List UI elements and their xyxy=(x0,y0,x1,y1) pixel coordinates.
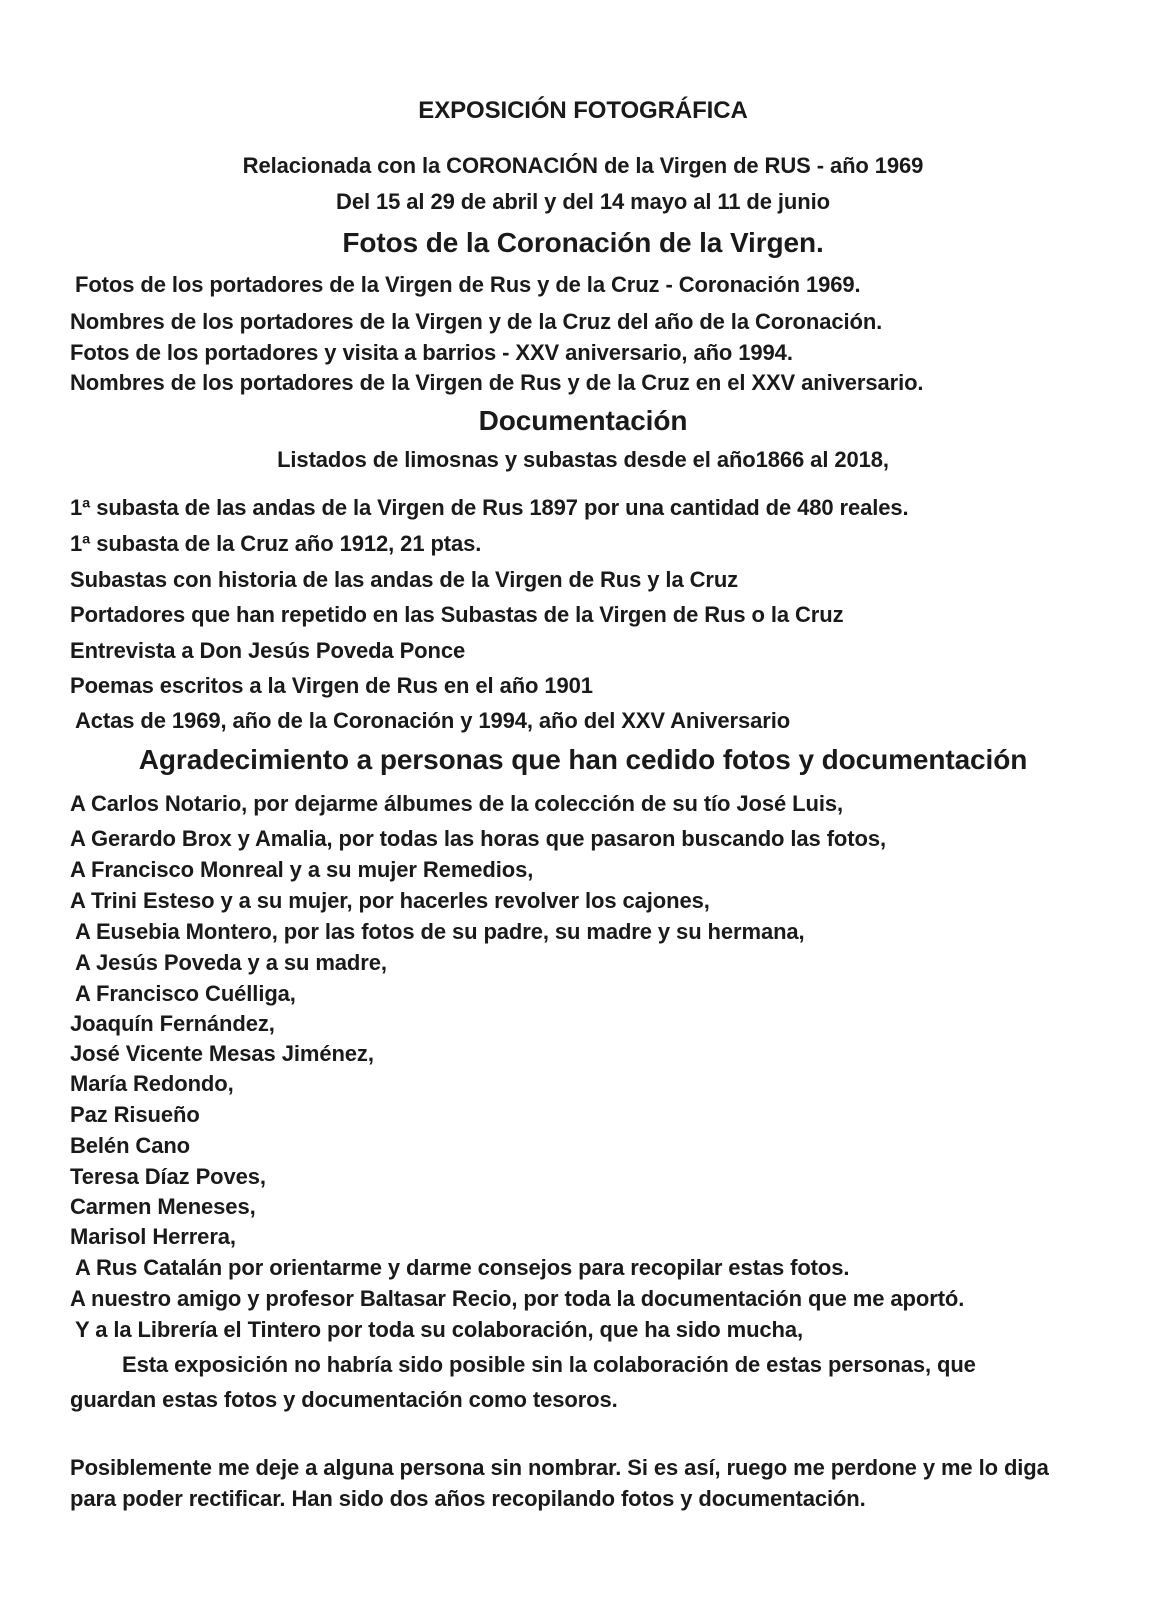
closing-line-2: guardan estas fotos y documentación como tesoros. xyxy=(70,1387,618,1412)
thanks-item-17: A nuestro amigo y profesor Baltasar Recio, por toda la documentación que me aportó. xyxy=(70,1286,965,1311)
thanks-heading: Agradecimiento a personas que han cedido fotos y documentación xyxy=(138,744,1028,775)
thanks-item-5: A Eusebia Montero, por las fotos de su padre, su madre y su hermana, xyxy=(75,919,805,944)
thanks-item-9: José Vicente Mesas Jiménez, xyxy=(70,1041,374,1066)
photos-heading: Fotos de la Coronación de la Virgen. xyxy=(342,227,824,258)
thanks-item-2: A Gerardo Brox y Amalia, por todas las horas que pasaron buscando las fotos, xyxy=(70,826,886,851)
thanks-item-6: A Jesús Poveda y a su madre, xyxy=(75,950,387,975)
thanks-item-15: Marisol Herrera, xyxy=(70,1224,236,1249)
documentation-item-4: Portadores que han repetido en las Subastas de la Virgen de Rus o la Cruz xyxy=(70,602,844,627)
documentation-item-2: 1ª subasta de la Cruz año 1912, 21 ptas. xyxy=(70,531,482,556)
documentation-item-1: 1ª subasta de las andas de la Virgen de Rus 1897 por una cantidad de 480 reales. xyxy=(70,495,909,520)
documentation-item-3: Subastas con historia de las andas de la Virgen de Rus y la Cruz xyxy=(70,567,739,592)
subtitle-dates: Del 15 al 29 de abril y del 14 mayo al 11 de junio xyxy=(336,189,830,214)
footer-line-1: Posiblemente me deje a alguna persona sin nombrar. Si es así, ruego me perdone y me lo diga xyxy=(70,1455,1049,1480)
thanks-item-18: Y a la Librería el Tintero por toda su colaboración, que ha sido mucha, xyxy=(75,1317,804,1342)
photos-item-1: Fotos de los portadores de la Virgen de Rus y de la Cruz - Coronación 1969. xyxy=(75,272,861,297)
thanks-item-16: A Rus Catalán por orientarme y darme consejos para recopilar estas fotos. xyxy=(75,1255,850,1280)
thanks-item-10: María Redondo, xyxy=(70,1071,234,1096)
documentation-heading: Documentación xyxy=(478,405,688,436)
documentation-subheading: Listados de limosnas y subastas desde el año1866 al 2018, xyxy=(277,447,889,472)
thanks-item-3: A Francisco Monreal y a su mujer Remedios, xyxy=(70,857,534,882)
photos-item-2: Nombres de los portadores de la Virgen y de la Cruz del año de la Coronación. xyxy=(70,309,883,334)
photos-item-3: Fotos de los portadores y visita a barrios - XXV aniversario, año 1994. xyxy=(70,340,793,365)
documentation-item-7: Actas de 1969, año de la Coronación y 1994, año del XXV Aniversario xyxy=(75,708,791,733)
documentation-item-5: Entrevista a Don Jesús Poveda Ponce xyxy=(70,638,466,663)
thanks-item-13: Teresa Díaz Poves, xyxy=(70,1164,266,1189)
photos-item-4: Nombres de los portadores de la Virgen de Rus y de la Cruz en el XXV aniversario. xyxy=(70,370,924,395)
footer-line-2: para poder rectificar. Han sido dos años recopilando fotos y documentación. xyxy=(70,1486,866,1511)
thanks-item-8: Joaquín Fernández, xyxy=(70,1011,275,1036)
thanks-item-1: A Carlos Notario, por dejarme álbumes de la colección de su tío José Luis, xyxy=(70,791,843,816)
page-title: EXPOSICIÓN FOTOGRÁFICA xyxy=(418,97,748,124)
thanks-item-12: Belén Cano xyxy=(70,1133,191,1158)
thanks-item-14: Carmen Meneses, xyxy=(70,1194,256,1219)
documentation-item-6: Poemas escritos a la Virgen de Rus en el año 1901 xyxy=(70,673,593,698)
closing-line-1: Esta exposición no habría sido posible sin la colaboración de estas personas, que xyxy=(122,1352,976,1377)
thanks-item-11: Paz Risueño xyxy=(70,1102,200,1127)
thanks-item-4: A Trini Esteso y a su mujer, por hacerles revolver los cajones, xyxy=(70,888,710,913)
subtitle-coronation: Relacionada con la CORONACIÓN de la Virgen de RUS - año 1969 xyxy=(242,153,924,178)
thanks-item-7: A Francisco Cuélliga, xyxy=(75,981,296,1006)
